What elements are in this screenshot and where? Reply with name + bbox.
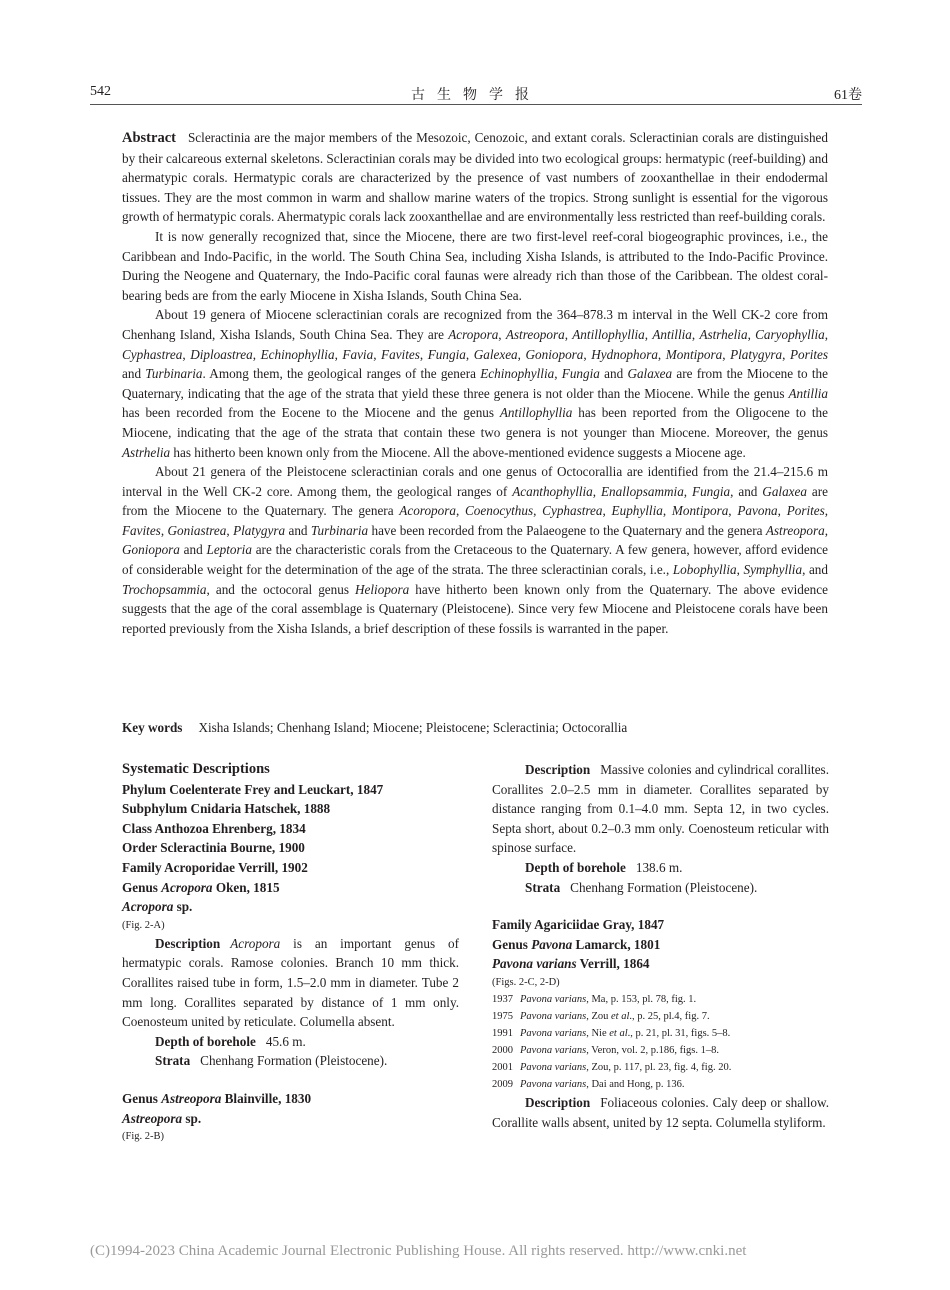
italic-text: Astreopora [161, 1090, 222, 1106]
text-run: have hitherto been known only from the Quaternary. The above evidence suggests that the age of the coral assemblage is Quaternary (Pleistocene). Since very few Miocene and Pleistocene corals have been reported previously from the Xisha Islands, a brief description of these fossils is warranted in the paper. [122, 581, 828, 636]
journal-title: 古生物学报 [411, 88, 541, 103]
italic-text: Symphyllia [743, 562, 803, 578]
text-run: have been recorded from the Palaeogene to the Quaternary and the genera [368, 522, 766, 538]
italic-text: Favia [342, 346, 374, 362]
italic-text: Turbinaria [310, 522, 369, 538]
italic-text: Lobophyllia [672, 562, 737, 578]
italic-text: Caryophyllia [755, 326, 825, 342]
abstract-text [122, 130, 828, 224]
text-run: , [334, 346, 343, 362]
strata-value: Chenhang Formation (Pleistocene). [570, 879, 758, 895]
italic-text: Pavona varians [520, 1078, 587, 1090]
taxon-line [122, 897, 459, 917]
keywords [122, 720, 828, 736]
text-run: , [824, 522, 828, 538]
text-run: has been reported from the Oligocene to the Miocene, indicating that the age of the strata that contain these two genera is not younger than Miocene. Moreover, the genus [122, 405, 828, 440]
abstract-paragraph [122, 227, 828, 305]
text-run: Class Anthozoa Ehrenberg, 1834 [122, 820, 306, 836]
text-run: Family Agariciidae Gray, 1847 [492, 917, 665, 933]
text-run: Genus [122, 879, 162, 895]
synonymy-entry [492, 1008, 829, 1025]
synonymy-year: 2000 [492, 1044, 513, 1056]
italic-text: Astreopora [765, 522, 825, 538]
text-run: , and the octocoral genus [206, 581, 356, 597]
italic-text: Trochopsammia [122, 581, 207, 597]
synonymy-year: 1937 [492, 993, 513, 1005]
text-run: , [747, 326, 756, 342]
synonymy-entry [492, 1042, 829, 1059]
text-run: , [592, 483, 601, 499]
strata [122, 1051, 459, 1071]
italic-text: Astrhelia [699, 326, 748, 342]
description [492, 760, 829, 858]
text-run: , [226, 522, 234, 538]
italic-text: Platygyra [233, 522, 286, 538]
italic-text: Fungia [561, 366, 600, 382]
keywords-text: Xisha Islands; Chenhang Island; Miocene; Pleistocene; Scleractinia; Octocorallia [198, 720, 628, 735]
italic-text: Fungia [692, 483, 731, 499]
taxon-line [492, 915, 829, 935]
page-number: 542 [90, 84, 111, 99]
italic-text: Fungia [427, 346, 466, 362]
taxon-line [122, 780, 459, 800]
text-run: , [644, 326, 653, 342]
italic-text: Antillia [788, 385, 828, 401]
taxon-line [122, 878, 459, 898]
text-run: and [599, 366, 628, 382]
text-run: has been recorded from the Eocene to the Miocene and the genus [122, 405, 500, 421]
synonymy-year: 2001 [492, 1061, 513, 1073]
depth [122, 1032, 459, 1052]
text-run: , [824, 326, 829, 342]
figure-ref: (Fig. 2-A) [122, 919, 165, 931]
text-run: , [657, 346, 666, 362]
text-run: Phylum Coelenterate Frey and Leuckart, 1847 [122, 781, 384, 797]
italic-text: Galexea [473, 346, 518, 362]
text-run: Genus [492, 936, 532, 952]
strata-value: Chenhang Formation (Pleistocene). [200, 1053, 388, 1069]
italic-text: Pavona varians [492, 956, 577, 972]
text-run: , [160, 522, 168, 538]
text-run: Subphylum Cnidaria Hatschek, 1888 [122, 801, 331, 817]
text-run: , [455, 503, 465, 519]
text-run: , [182, 346, 191, 362]
text-run: , [465, 346, 474, 362]
keywords-label: Key words [122, 720, 183, 735]
text-run: sp. [182, 1110, 202, 1126]
abstract-label: Abstract [122, 130, 176, 146]
text-run: Order Scleractinia Bourne, 1900 [122, 840, 305, 856]
figure-ref: (Fig. 2-B) [122, 1131, 164, 1143]
synonymy-year: 1975 [492, 1010, 513, 1022]
text-run: has hitherto been known only from the Miocene. All the above-mentioned evidence suggests a Miocene age. [170, 444, 746, 460]
taxon-line [122, 858, 459, 878]
text-run: About 21 genera of the Pleistocene scleractinian corals and one genus of Octocorallia are identified from the 21.4–215.6 m interval in the Well CK-2 core. Among them, the geological ranges of [122, 464, 828, 499]
taxon-line [122, 819, 459, 839]
italic-text: Astreopora [505, 326, 565, 342]
italic-text: et al [609, 1027, 628, 1039]
description-label: Description [155, 935, 221, 951]
italic-text: Coenocythus [465, 503, 534, 519]
section-heading: Systematic Descriptions [122, 761, 270, 777]
synonymy-entry [492, 1059, 829, 1076]
text-run: , [722, 346, 731, 362]
italic-text: Goniastrea [167, 522, 227, 538]
text-run: , Nie [586, 1027, 610, 1039]
italic-text: Montipora [665, 346, 723, 362]
italic-text: Acropora [448, 326, 499, 342]
text-run: , [691, 326, 700, 342]
italic-text: Cyphastrea [542, 503, 603, 519]
italic-text: Porites [786, 503, 825, 519]
italic-text: Echinophyllia [480, 366, 555, 382]
text-run: , [583, 346, 592, 362]
text-run: Lamarck, 1801 [572, 936, 661, 952]
synonymy-entry [492, 1025, 829, 1042]
right-column [492, 760, 829, 1132]
depth-label: Depth of borehole [525, 859, 626, 875]
italic-text: Euphyllia [611, 503, 663, 519]
text-run: ., p. 21, pl. 31, figs. 5–8. [627, 1027, 731, 1039]
figure-ref: (Figs. 2-C, 2-D) [492, 976, 560, 988]
synonymy-entry [492, 1076, 829, 1093]
synonymy-list [492, 991, 829, 1093]
volume: 61卷 [834, 88, 862, 103]
text-run: , [554, 366, 562, 382]
description-text: Massive colonies and cylindrical corallites. Corallites 2.0–2.5 mm in diameter. Corallites separated by distance ranging from 0.1–4.0 mm. Septa 12, in two cycles. Septa short, about 0.2–0.3 mm only. Coenosteum reticular with spinose surface. [492, 762, 829, 856]
italic-text: Pavona varians [520, 1010, 587, 1022]
text-run: , [602, 503, 612, 519]
depth-label: Depth of borehole [155, 1033, 256, 1049]
text-run: , Zou [586, 1010, 611, 1022]
text-run: , [683, 483, 693, 499]
description-text: Foliaceous colonies. Caly deep or shallow. Corallite walls absent, united by 12 septa. Columella styliform. [492, 1094, 829, 1130]
running-header [90, 84, 862, 105]
italic-text: Acanthophyllia [512, 483, 593, 499]
italic-text: Porites [789, 346, 829, 362]
text-run: and [285, 522, 311, 538]
italic-text: Pavona varians [520, 1044, 587, 1056]
italic-text: Montipora [671, 503, 729, 519]
text-run: , [736, 562, 744, 578]
italic-text: Platygyra [730, 346, 783, 362]
italic-text: Turbinaria [145, 366, 203, 382]
text-run: Oken, 1815 [212, 879, 280, 895]
description [122, 934, 459, 1032]
italic-text: Enallopsammia [601, 483, 684, 499]
depth-value: 138.6 m. [635, 859, 683, 875]
text-run: Blainville, 1830 [221, 1090, 312, 1106]
depth [492, 858, 829, 878]
text-run: , Veron, vol. 2, p.186, figs. 1–8. [586, 1044, 720, 1056]
taxon-line [122, 1089, 459, 1109]
abstract [122, 128, 828, 638]
text-run: , [373, 346, 382, 362]
synonymy-year: 1991 [492, 1027, 513, 1039]
description [492, 1093, 829, 1132]
text-run: , [533, 503, 543, 519]
italic-text: Astreopora [122, 1110, 183, 1126]
text-run: sp. [173, 899, 193, 915]
text-run: , [419, 346, 428, 362]
text-run: , and [730, 483, 763, 499]
italic-text: Pavona varians [520, 1061, 587, 1073]
text-run: , Zou, p. 117, pl. 23, fig. 4, fig. 20. [586, 1061, 732, 1073]
taxon-line [122, 1109, 459, 1129]
italic-text: Goniopora [122, 542, 180, 558]
text-run: are the characteristic corals from the Cretaceous to the Quaternary. A few genera, however, afford evidence of considerable weight for the determination of the age of the strata. The three scleractinian corals, i.e., [122, 542, 828, 578]
italic-text: Diploastrea [190, 346, 253, 362]
italic-text: Favites [122, 522, 161, 538]
italic-text: Galaxea [762, 483, 807, 499]
text-run: are from the Miocene to the Quaternary. The genera [122, 483, 828, 519]
italic-text: Antillia [652, 326, 692, 342]
italic-text: Acoropora [399, 503, 456, 519]
taxon-line [122, 838, 459, 858]
abstract-paragraph [122, 305, 828, 462]
italic-text: Antillophyllia [499, 405, 573, 421]
italic-text: Favites [381, 346, 420, 362]
text-run: , [662, 503, 672, 519]
text-run: , [564, 326, 573, 342]
description-label: Description [525, 1094, 591, 1110]
left-column [122, 760, 459, 1145]
text-run: , [517, 346, 526, 362]
italic-text: Echinophyllia [260, 346, 335, 362]
italic-text: Astrhelia [122, 444, 171, 460]
text-run: Verrill, 1864 [576, 956, 650, 972]
italic-text: Pavona [737, 503, 778, 519]
strata [492, 878, 829, 898]
text-run: Family Acroporidae Verrill, 1902 [122, 859, 308, 875]
italic-text: Acropora [161, 879, 213, 895]
synonymy-year: 2009 [492, 1078, 513, 1090]
strata-label: Strata [525, 879, 561, 895]
italic-text: Galaxea [627, 366, 673, 382]
text-run: is an important genus of hermatypic corals. Ramose colonies. Branch 10 mm thick. Corallites raised tube in form, 1.5–2.0 mm in diameter. Tube 2 mm long. Corallites separated by distance of 1 mm only. Coenosteum united by reticulate. Columella absent. [122, 935, 459, 1030]
synonymy-entry [492, 991, 829, 1008]
text-run: , [782, 346, 790, 362]
italic-text: Leptoria [206, 542, 252, 558]
italic-text: Acropora [230, 935, 281, 951]
taxon-line [122, 799, 459, 819]
text-run: , [252, 346, 261, 362]
text-run: , and [802, 562, 828, 578]
text-run: , [728, 503, 738, 519]
strata-label: Strata [155, 1053, 191, 1069]
text-run: are from the Miocene to the Quaternary, indicating that the age of the strata that yield these three genera is not older than the Miocene. While the genus [122, 366, 828, 401]
italic-text: Cyphastrea [122, 346, 183, 362]
italic-text: Pavona [531, 936, 573, 952]
italic-text: Pavona varians [520, 993, 587, 1005]
text-run: , Dai and Hong, p. 136. [586, 1078, 685, 1090]
italic-text: et al [611, 1010, 630, 1022]
text-run: , Ma, p. 153, pl. 78, fig. 1. [586, 993, 697, 1005]
depth-value: 45.6 m. [265, 1033, 306, 1049]
taxon-line [492, 954, 829, 974]
italic-text: Acropora [122, 899, 174, 915]
text-run: . Among them, the geological ranges of the genera [202, 366, 481, 382]
abstract-paragraph [122, 128, 828, 227]
italic-text: Hydnophora [591, 346, 658, 362]
text-run: It is now generally recognized that, since the Miocene, there are two first-level reef-coral biogeographic provinces, i.e., the Caribbean and Indo-Pacific, in the world. The South China Sea, including Xisha Islands, is attributed to the Indo-Pacific Province. During the Neogene and Quaternary, the Indo-Pacific coral faunas were already rich than those of the Caribbean. The oldest coral-bearing beds are from the early Miocene in Xisha Islands, South China Sea. [122, 228, 828, 303]
text-run: Genus [122, 1090, 162, 1106]
italic-text: Heliopora [355, 581, 410, 597]
italic-text: Antillophyllia [572, 326, 645, 342]
taxon-line [492, 935, 829, 955]
text-run: About 19 genera of Miocene scleractinian corals are recognized from the 364–878.3 m interval in the Well CK-2 core from Chenhang Island, Xisha Islands, South China Sea. They are [122, 307, 828, 342]
text-run: Scleractinia are the major members of the Mesozoic, Cenozoic, and extant corals. Scleractinian corals are distinguished by their calcareous external skeletons. Scleractinian corals may be divided into two ecological groups: hermatypic (reef-building) and ahermatypic corals. Hermatypic corals are characterized by the presence of vast numbers of zooxanthellae in their endodermal tissues. They are the most common in warm and shallow marine waters of the tropics. Strong sunlight is essential for the vigorous growth of hermatypic corals. Ahermatypic corals lack zooxanthellae and are environmentally less restricted than reef-building corals. [122, 130, 828, 225]
text-run: , [824, 503, 829, 519]
italic-text: Pavona varians [520, 1027, 587, 1039]
text-run: and [179, 542, 207, 558]
description-label: Description [525, 762, 591, 777]
copyright-footer: (C)1994-2023 China Academic Journal Electronic Publishing House. All rights reserved. http://www.cnki.net [90, 1243, 747, 1259]
text-run: , [498, 326, 506, 342]
abstract-paragraph [122, 462, 828, 638]
text-run: and [122, 366, 146, 382]
text-run: , [777, 503, 787, 519]
italic-text: Goniopora [525, 346, 584, 362]
text-run: ., p. 25, pl.4, fig. 7. [629, 1010, 710, 1022]
